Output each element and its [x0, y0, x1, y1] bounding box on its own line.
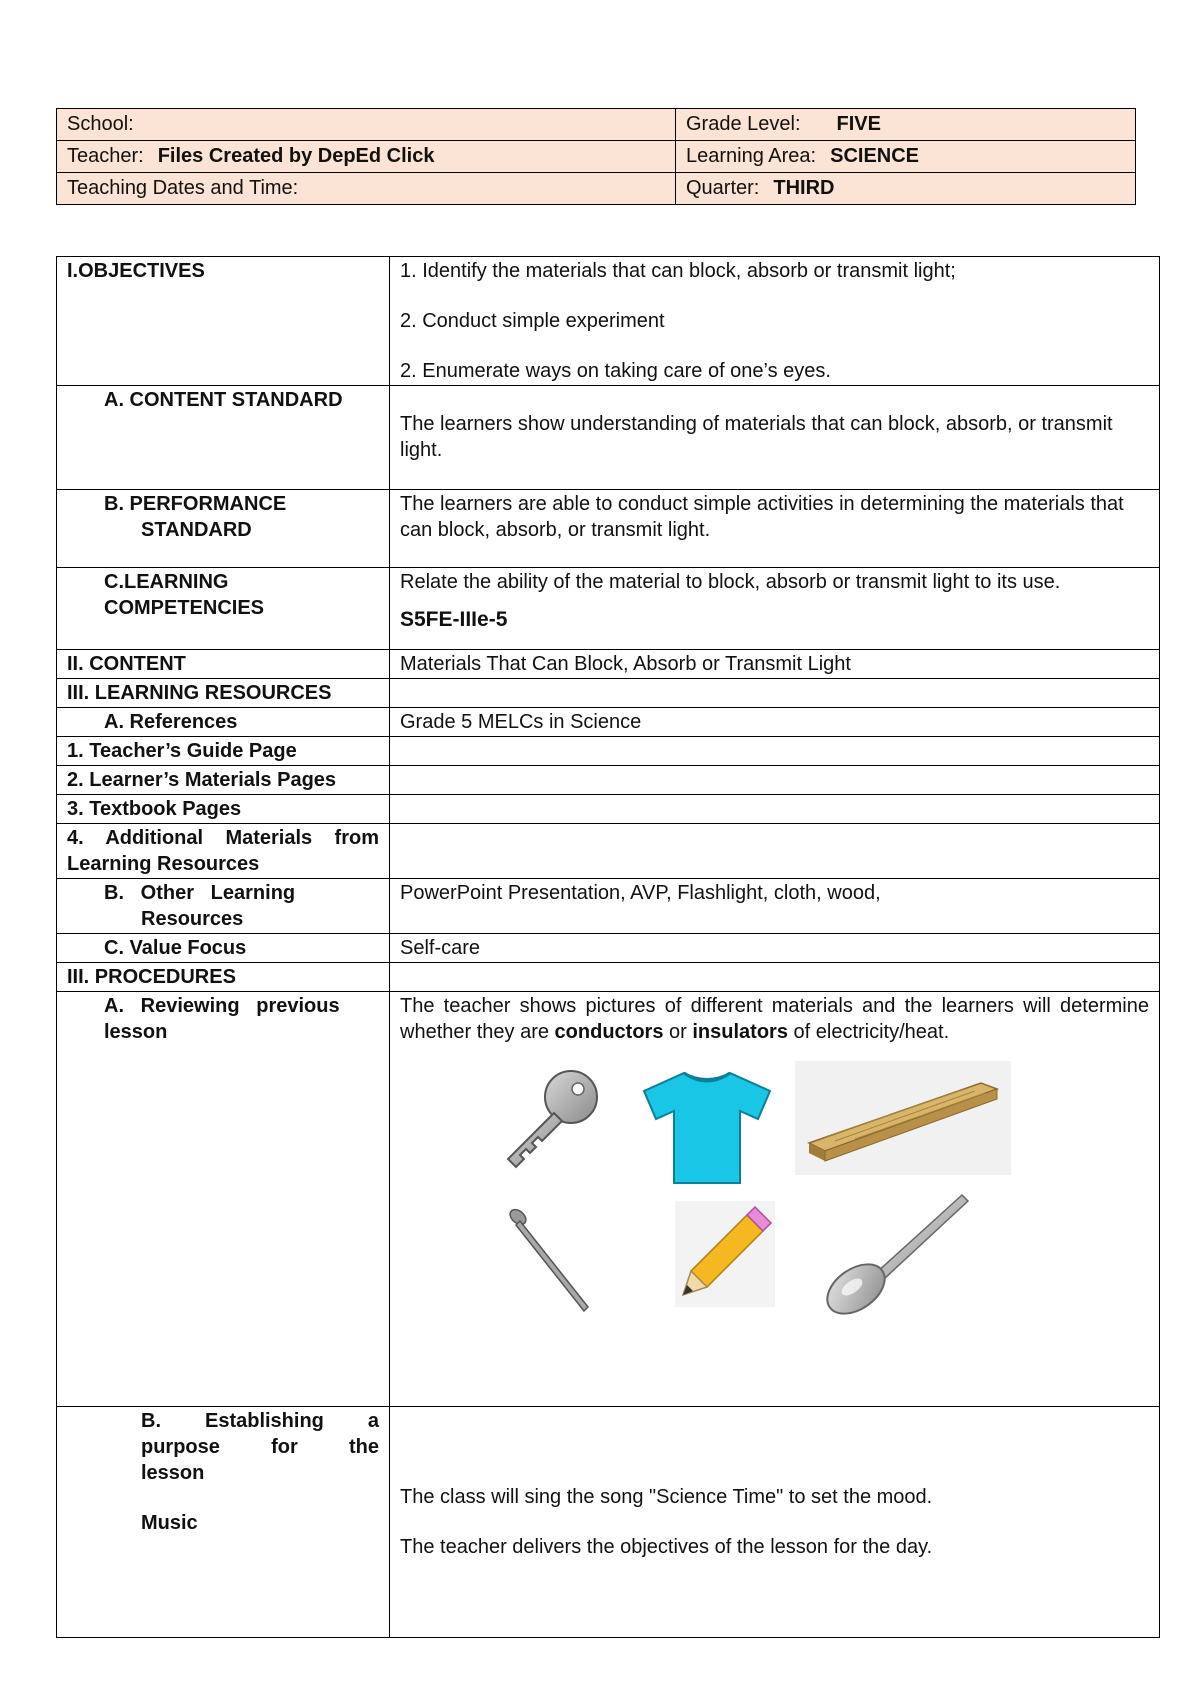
- performance-standard-label: B. PERFORMANCE: [104, 493, 287, 515]
- references-value: Grade 5 MELCs in Science: [390, 708, 1160, 737]
- textbook-label: 3. Textbook Pages: [57, 795, 390, 824]
- pencil-icon: [675, 1201, 775, 1307]
- resources-label: III. LEARNING RESOURCES: [57, 679, 390, 708]
- lesson-table: [56, 256, 1160, 1638]
- learners-materials-value: [390, 766, 1160, 795]
- references-label: A. References: [104, 711, 238, 733]
- nail-icon: [506, 1205, 596, 1315]
- purpose-text: The teacher delivers the objectives of the lesson for the day.: [400, 1536, 933, 1558]
- teacher-cell: Teacher: Files Created by DepEd Click: [57, 141, 676, 173]
- school-cell: School:: [57, 109, 676, 141]
- spoon-icon: [812, 1189, 972, 1317]
- textbook-value: [390, 795, 1160, 824]
- grade-level-value: FIVE: [836, 113, 881, 135]
- content-label: II. CONTENT: [57, 650, 390, 679]
- value-focus-value: Self-care: [390, 934, 1160, 963]
- performance-standard-label-cell: B. PERFORMANCE STANDARD: [57, 490, 390, 568]
- key-icon: [496, 1067, 606, 1177]
- other-resources-value: PowerPoint Presentation, AVP, Flashlight, cloth, wood,: [390, 879, 1160, 934]
- content-standard-label: A. CONTENT STANDARD: [104, 389, 343, 411]
- objective-item: 1. Identify the materials that can block, absorb or transmit light;: [400, 260, 956, 282]
- teachers-guide-value: [390, 737, 1160, 766]
- objective-item: 2. Conduct simple experiment: [400, 310, 665, 332]
- competencies-cell: [390, 568, 1160, 650]
- additional-materials-label: 4. Additional Materials from Learning Resources: [57, 824, 390, 879]
- objectives-label: I.OBJECTIVES: [57, 257, 390, 386]
- objective-item: 2. Enumerate ways on taking care of one’s eyes.: [400, 360, 831, 382]
- content-standard-label-cell: [57, 386, 390, 490]
- content-value: Materials That Can Block, Absorb or Transmit Light: [390, 650, 1160, 679]
- additional-materials-value: [390, 824, 1160, 879]
- review-label: A. Reviewing previous: [104, 995, 340, 1017]
- competencies-label-cell: C.LEARNING COMPETENCIES: [57, 568, 390, 650]
- performance-standard-cell: [390, 490, 1160, 568]
- purpose-label: B. Establishing a: [141, 1410, 379, 1432]
- other-resources-label: B. Other Learning: [104, 882, 296, 904]
- dates-cell: Teaching Dates and Time:: [57, 173, 676, 205]
- procedures-value: [390, 963, 1160, 992]
- learning-area-value: SCIENCE: [830, 145, 920, 167]
- quarter-value: THIRD: [773, 177, 835, 199]
- learners-materials-label: 2. Learner’s Materials Pages: [57, 766, 390, 795]
- conductors-term: conductors: [554, 1021, 664, 1043]
- review-text: The teacher shows pictures of different materials and the learners will determine whether they are conductors or insulators of electricity/heat.: [400, 995, 1149, 1043]
- teacher-value: Files Created by DepEd Click: [157, 145, 435, 167]
- value-focus-label-cell: [57, 934, 390, 963]
- objectives-cell: [390, 257, 1160, 386]
- purpose-text: The class will sing the song "Science Time" to set the mood.: [400, 1486, 933, 1508]
- wood-plank-icon: [795, 1061, 1011, 1175]
- competency-code: S5FE-IIIe-5: [400, 608, 508, 631]
- grade-level-cell: Grade Level: FIVE: [676, 109, 1136, 141]
- content-standard-cell: [390, 386, 1160, 490]
- tshirt-icon: [636, 1069, 778, 1187]
- materials-pictures: [400, 1045, 1149, 1405]
- quarter-cell: Quarter: THIRD: [676, 173, 1136, 205]
- competencies-text: Relate the ability of the material to block, absorb or transmit light to its use.: [400, 571, 1061, 593]
- purpose-cell: [390, 1407, 1160, 1638]
- competencies-label: C.LEARNING: [104, 571, 229, 593]
- content-standard-text: The learners show understanding of materials that can block, absorb, or transmit light.: [400, 413, 1113, 461]
- learning-area-cell: Learning Area: SCIENCE: [676, 141, 1136, 173]
- teachers-guide-label: 1. Teacher’s Guide Page: [57, 737, 390, 766]
- purpose-music-label: Music: [141, 1512, 198, 1534]
- purpose-label-cell: B. Establishing a purpose for the lesson Music: [57, 1407, 390, 1638]
- review-label-cell: A. Reviewing previous lesson: [57, 992, 390, 1407]
- header-table: [56, 108, 1136, 205]
- references-label-cell: [57, 708, 390, 737]
- performance-standard-text: The learners are able to conduct simple activities in determining the materials that can block, absorb, or transmit light.: [400, 493, 1124, 541]
- resources-value: [390, 679, 1160, 708]
- value-focus-label: C. Value Focus: [104, 937, 247, 959]
- procedures-label: III. PROCEDURES: [57, 963, 390, 992]
- insulators-term: insulators: [692, 1021, 788, 1043]
- other-resources-label-cell: B. Other Learning Resources: [57, 879, 390, 934]
- review-cell: [390, 992, 1160, 1407]
